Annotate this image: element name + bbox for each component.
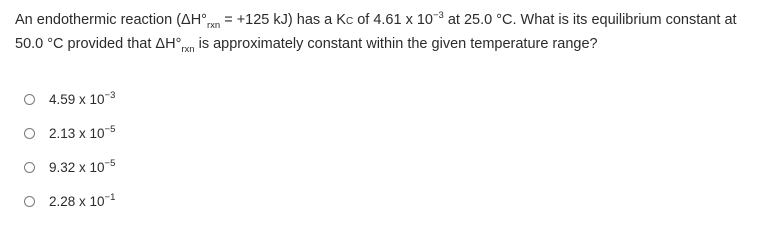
answer-option-d[interactable] (24, 184, 115, 218)
option-label (49, 157, 116, 175)
question-part: An endothermic reaction (ΔH° (15, 12, 207, 28)
exponent: −3 (432, 10, 444, 21)
answer-options (24, 82, 115, 218)
question-part: of 4.61 x 10 (353, 12, 433, 28)
option-base: 9.32 x 10 (49, 159, 105, 175)
radio-button-icon[interactable] (24, 128, 35, 139)
rxn-subscript: rxn (181, 44, 195, 55)
option-base: 2.28 x 10 (49, 193, 105, 209)
option-exponent: −1 (104, 191, 116, 203)
answer-option-c[interactable] (24, 150, 115, 184)
option-label (49, 191, 116, 209)
question-part: at 25.0 °C. What is its equilibrium constant at 50.0 °C provided that ΔH° (15, 12, 737, 52)
option-base: 4.59 x 10 (49, 91, 105, 107)
radio-button-icon[interactable] (24, 196, 35, 207)
rxn-subscript: rxn (206, 20, 221, 31)
question-part: = +125 kJ) has a K (220, 12, 346, 28)
option-label (49, 123, 116, 141)
kc-subscript: C (345, 16, 354, 27)
option-exponent: −5 (104, 157, 116, 169)
question-part: is approximately constant within the given temperature range? (194, 36, 598, 52)
option-label (49, 89, 116, 107)
option-exponent: −3 (104, 89, 116, 101)
radio-button-icon[interactable] (24, 94, 35, 105)
answer-option-b[interactable] (24, 116, 115, 150)
option-base: 2.13 x 10 (49, 125, 105, 141)
answer-option-a[interactable] (24, 82, 115, 116)
question-text (15, 9, 760, 55)
option-exponent: −5 (104, 123, 116, 135)
radio-button-icon[interactable] (24, 162, 35, 173)
